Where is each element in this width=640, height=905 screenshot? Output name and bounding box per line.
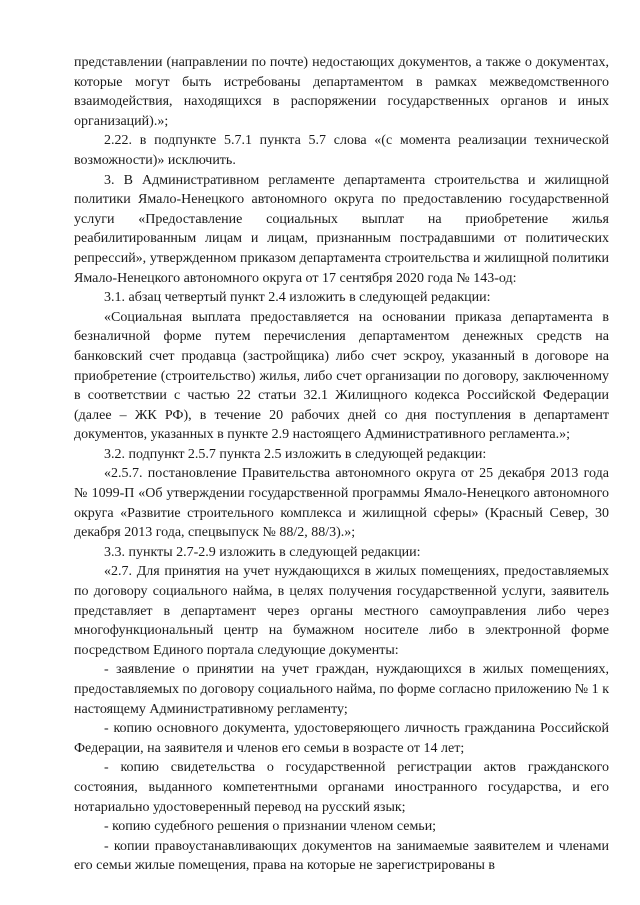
paragraph-10: - заявление о принятии на учет граждан, нуждающихся в жилых помещениях, предоставляемых по договору социального найма, по форме согласно приложению № 1 к настоящему Административному регламенту; — [74, 662, 609, 717]
document-body — [74, 53, 609, 876]
paragraph-6: 3.2. подпункт 2.5.7 пункта 2.5 изложить в следующей редакции: — [104, 446, 487, 462]
paragraph-14: - копии правоустанавливающих документов на занимаемые заявителем и членами его семьи жилые помещения, права на которые не зарегистрированы в — [74, 838, 609, 874]
paragraph-1: представлении (направлении по почте) недостающих документов, а также о документах, которые могут быть истребованы департаментом в рамках межведомственного взаимодействия, находящихся в распоряжении государственных органов и иных организаций).»; — [74, 55, 609, 129]
paragraph-7: «2.5.7. постановление Правительства автономного округа от 25 декабря 2013 года № 1099-П «Об утверждении государственной программы Ямало-Ненецкого автономного округа «Развитие строительного комплекса и жилищной сферы» (Красный Север, 30 декабря 2013 года, спецвыпуск № 88/2, 88/3).»; — [74, 466, 609, 541]
paragraph-4: 3.1. абзац четвертый пункт 2.4 изложить в следующей редакции: — [104, 290, 491, 306]
paragraph-13: - копию судебного решения о признании членом семьи; — [104, 819, 437, 835]
paragraph-9: «2.7. Для принятия на учет нуждающихся в жилых помещениях, предоставляемых по договору социального найма, в целях получения государственной услуги, заявитель представляет в департамент через органы местного самоуправления либо через многофункциональный центр на бумажном носителе либо в электронной форме посредством Единого портала следующие документы: — [74, 564, 609, 658]
paragraph-5: «Социальная выплата предоставляется на основании приказа департамента в безналичной форме путем перечисления департаментом денежных средств на банковский счет продавца (застройщика) либо счет эскроу, указанный в договоре на приобретение (строительство) жилья, либо счет организации по договору, заключенному в соответствии с частью 22 статьи 32.1 Жилищного кодекса Российской Федерации (далее – ЖК РФ), в течение 20 рабочих дней со дня поступления в департамент документов, указанных в пункте 2.9 настоящего Административного регламента.»; — [74, 309, 609, 443]
paragraph-12: - копию свидетельства о государственной регистрации актов гражданского состояния, выданного компетентными органами иностранного государства, и его нотариально удостоверенный перевод на русский язык; — [74, 760, 609, 815]
paragraph-11: - копию основного документа, удостоверяющего личность гражданина Российской Федерации, на заявителя и членов его семьи в возрасте от 14 лет; — [74, 721, 609, 756]
paragraph-3: 3. В Административном регламенте департамента строительства и жилищной политики Ямало-Ненецкого автономного округа по предоставлению государственной услуги «Предоставление социальных выплат на приобретение жилья реабилитированным лицам и лицам, признанным пострадавшими от политических репрессий», утвержденном приказом департамента строительства и жилищной политики Ямало-Ненецкого автономного округа от 17 сентября 2020 года № 143-од: — [74, 172, 609, 286]
paragraph-2: 2.22. в подпункте 5.7.1 пункта 5.7 слова «(с момента реализации технической возможности)» исключить. — [74, 133, 609, 168]
paragraph-8: 3.3. пункты 2.7-2.9 изложить в следующей редакции: — [104, 544, 421, 560]
